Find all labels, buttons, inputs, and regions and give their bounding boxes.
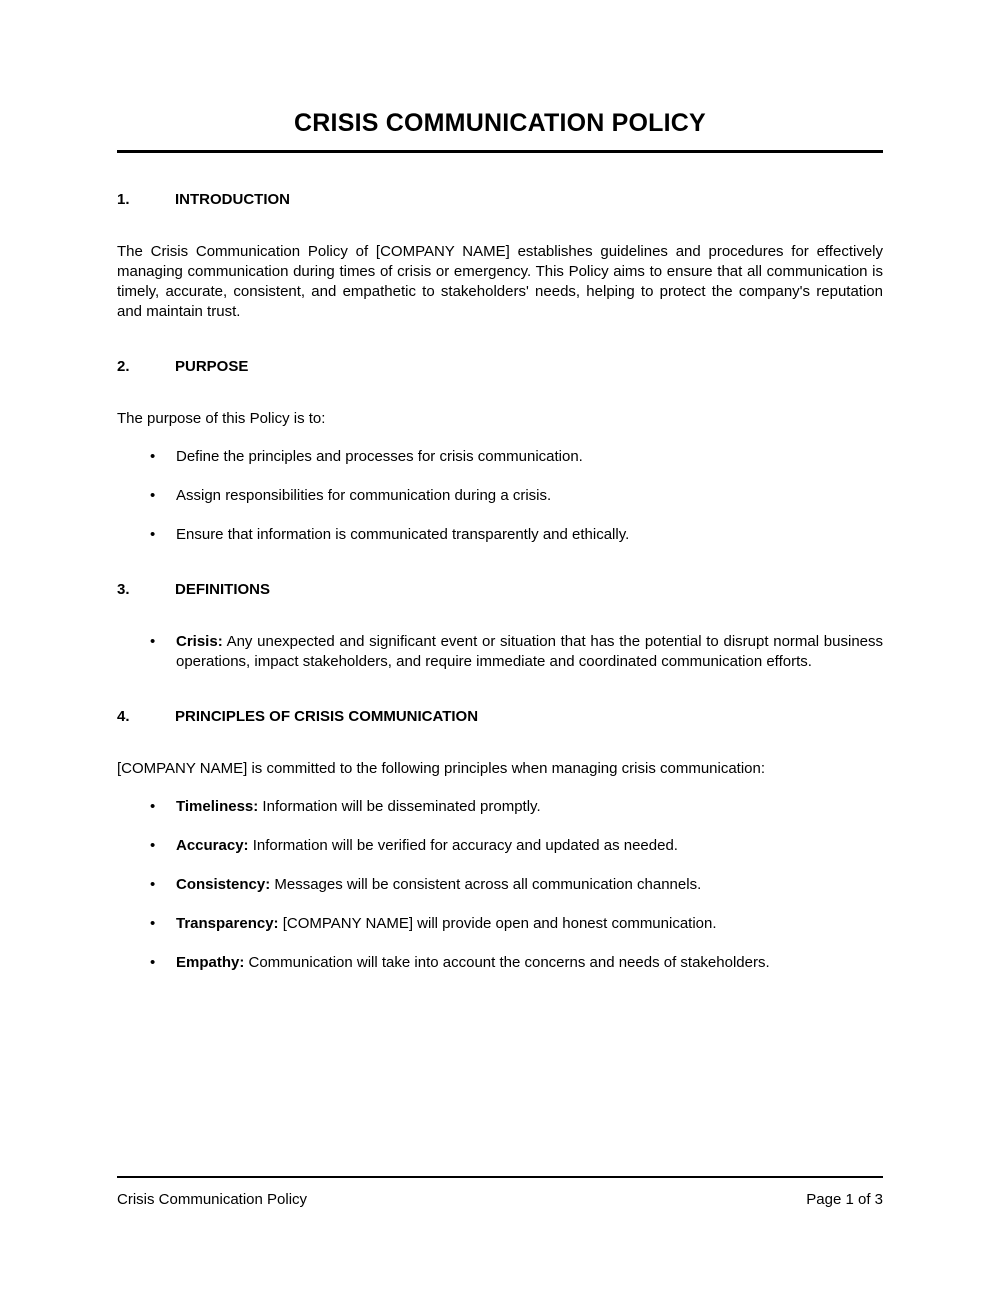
list-item [117,447,883,467]
spacer [117,727,883,759]
bullet-icon: • [150,837,156,854]
spacer [117,545,883,580]
spacer [117,377,883,409]
section-number: 4. [117,708,130,725]
definitions-bullet-list [117,632,883,672]
footer-document-name: Crisis Communication Policy [117,1191,308,1208]
principle-text: Information will be verified for accuracy and updated as needed. [248,837,678,854]
definition-term: Crisis: [176,633,223,650]
page-footer [117,1190,883,1210]
spacer [117,779,883,797]
bullet-icon: • [150,798,156,815]
list-item [117,486,883,506]
spacer [117,429,883,447]
spacer [117,672,883,707]
list-item [117,632,883,672]
principle-text: Messages will be consistent across all communication channels. [270,876,702,893]
footer-page-number: Page 1 of 3 [806,1191,883,1208]
document-body [117,190,883,973]
section-heading-purpose [117,357,883,377]
section-heading-principles [117,707,883,727]
list-item-text: Assign responsibilities for communication during a crisis. [176,487,552,504]
list-item-text: Ensure that information is communicated transparently and ethically. [176,526,630,543]
section-paragraph-introduction: The Crisis Communication Policy of [COMPANY NAME] establishes guidelines and procedures for effectively managing communication during times of crisis or emergency. This Policy aims to ensure that all communication is timely, accurate, consistent, and empathetic to stakeholders' needs, helping to protect the company's reputation and maintain trust. [117,243,883,320]
principle-text: Communication will take into account the concerns and needs of stakeholders. [244,954,770,971]
spacer [117,210,883,242]
bullet-icon: • [150,954,156,971]
bullet-icon: • [150,487,156,504]
section-paragraph-purpose: The purpose of this Policy is to: [117,410,326,427]
section-heading-definitions [117,580,883,600]
spacer [117,322,883,357]
bullet-icon: • [150,633,156,650]
list-item [117,914,883,934]
bullet-icon: • [150,876,156,893]
bullet-icon: • [150,915,156,932]
principle-term: Empathy: [176,954,245,971]
list-item [117,875,883,895]
list-item [117,953,883,973]
bullet-icon: • [150,448,156,465]
spacer [117,600,883,632]
definition-text: Any unexpected and significant event or situation that has the potential to disrupt normal business operations, impact stakeholders, and require immediate and coordinated communication efforts. [176,633,883,670]
section-label: INTRODUCTION [175,191,290,208]
section-heading-introduction [117,190,883,210]
title-divider [117,150,883,153]
section-label: PURPOSE [175,358,249,375]
section-number: 3. [117,581,130,598]
footer-divider [117,1176,883,1178]
page-title: CRISIS COMMUNICATION POLICY [294,109,706,137]
principles-bullet-list [117,797,883,973]
list-item-text: Define the principles and processes for crisis communication. [176,448,583,465]
section-number: 2. [117,358,130,375]
principle-term: Timeliness: [176,798,259,815]
principle-term: Accuracy: [176,837,249,854]
section-label: PRINCIPLES OF CRISIS COMMUNICATION [175,708,479,725]
section-label: DEFINITIONS [175,581,271,598]
principle-text: Information will be disseminated promptly. [258,798,541,815]
principle-term: Consistency: [176,876,271,893]
list-item [117,797,883,817]
list-item [117,525,883,545]
section-paragraph-principles: [COMPANY NAME] is committed to the following principles when managing crisis communication: [117,760,766,777]
section-number: 1. [117,191,130,208]
purpose-bullet-list [117,447,883,545]
principle-text: [COMPANY NAME] will provide open and honest communication. [278,915,717,932]
principle-term: Transparency: [176,915,279,932]
bullet-icon: • [150,526,156,543]
list-item [117,836,883,856]
